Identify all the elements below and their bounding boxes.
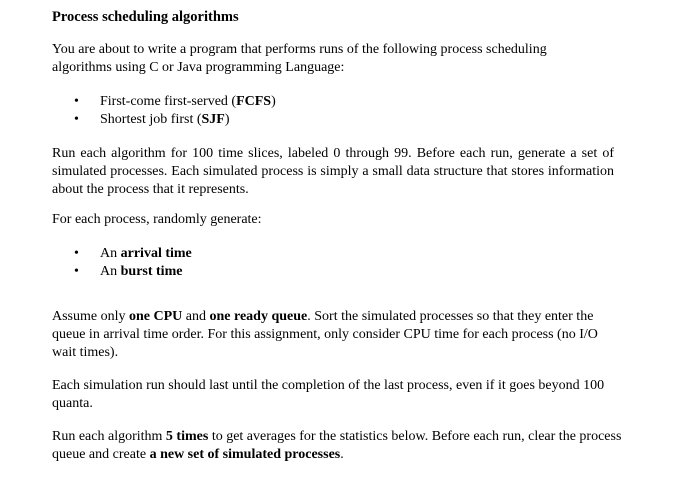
algorithm-abbrev: SJF [201,112,225,127]
bullet-icon: • [74,246,79,261]
algorithm-item-fcfs: • First-come first-served (FCFS) [74,94,276,109]
bullet-icon: • [74,94,79,109]
generate-item-arrival: • An arrival time [74,246,192,261]
algorithm-item-sjf: • Shortest job first (SJF) [74,112,230,127]
assume-paragraph: Assume only one CPU and one ready queue. Sort the simulated processes so that they enter the queue in arrival time order. For this assignment, only consider CPU time for each process (no I/O wait times). [52,309,598,360]
generate-intro: For each process, randomly generate: [52,212,262,227]
bullet-icon: • [74,264,79,279]
algorithm-abbrev: FCFS [236,94,272,109]
simulation-paragraph: Each simulation run should last until the completion of the last process, even if it goes beyond 100 quanta. [52,378,605,411]
intro-paragraph: You are about to write a program that performs runs of the following process scheduling algorithms using C or Java programming Language: [52,42,547,75]
section-title: Process scheduling algorithms [52,9,239,25]
run-paragraph: Run each algorithm for 100 time slices, labeled 0 through 99. Before each run, generate a set of simulated processes. Each simulated process is simply a small data structure that stores information about the process that it represents. [52,146,614,197]
repeat-paragraph: Run each algorithm 5 times to get averages for the statistics below. Before each run, clear the process queue and create a new set of simulated processes. [52,429,622,462]
algorithm-list [52,93,276,129]
bullet-icon: • [74,112,79,127]
generate-list [52,245,192,281]
generate-item-burst: • An burst time [74,264,183,279]
